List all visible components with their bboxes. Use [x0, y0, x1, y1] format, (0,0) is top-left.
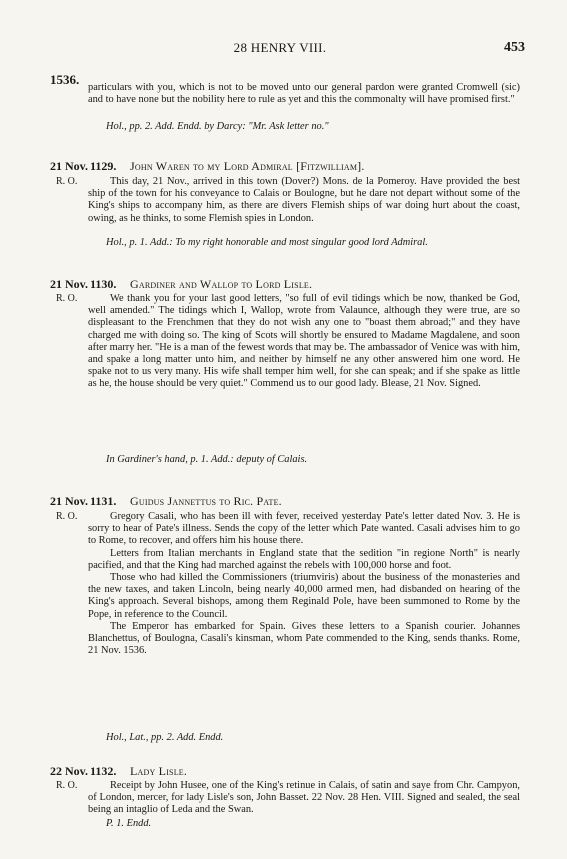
- entry-source: R. O.: [56, 511, 78, 522]
- entry-body-1131: [88, 511, 520, 657]
- entry-date: 21 Nov.: [50, 494, 89, 508]
- entry-heading-1132: [50, 764, 520, 779]
- entry-paragraph: The Emperor has embarked for Spain. Gives these letters to a Spanish courier. Johannes Blanchettus, of Boulogna, Casali's kinsman, whom Pate commended to the King, sends thanks. Rome, 21 Nov. 1536.: [88, 620, 520, 657]
- entry-date: 21 Nov.: [50, 159, 89, 173]
- entry-date: 22 Nov.: [50, 764, 89, 778]
- entry-meta: In Gardiner's hand, p. 1. Add.: deputy of Calais.: [106, 454, 308, 465]
- continuation-text: particulars with you, which is not to be moved unto our general pardon were granted Cromwell (sic) and to have none but the nobility here to rule as yet and this the commonalty will have promised first.": [88, 82, 520, 106]
- entry-paragraph: Those who had killed the Commissioners (triumviris) about the business of the monasteries and the new taxes, and taken Lincoln, being nearly 40,000 armed men, had disbanded on hearing of the King's approach. Several bishops, among them Reginald Pole, have been summoned to Rome by the Pope, in reference to the Council.: [88, 572, 520, 620]
- entry-source: R. O.: [56, 176, 78, 187]
- continuation-paragraph: [88, 82, 520, 106]
- entry-meta: Hol., p. 1. Add.: To my right honorable and most singular good lord Admiral.: [106, 237, 428, 248]
- entry-heading-1130: [50, 277, 520, 292]
- entry-date: 21 Nov.: [50, 277, 89, 291]
- entry-number: 1132.: [90, 764, 117, 778]
- entry-paragraph: Gregory Casali, who has been ill with fever, received yesterday Pate's letter dated Nov. 3. He is sorry to hear of Pate's illness. Sends the copy of the letter which Pate wanted. Casali advises him to go to Rome, to recover, and offers him his house there.: [88, 511, 520, 547]
- entry-heading-1129: [50, 159, 520, 174]
- running-title: 28 HENRY VIII.: [233, 40, 327, 55]
- entry-paragraph: This day, 21 Nov., arrived in this town (Dover?) Mons. de la Pomeroy. Have provided the best ship of the town for his conveyance to Calais or Boulogne, but he dare not depart without some of the King's ships to accompany him, as there are divers Flemish ships of war doing hurt about the coast, owing, as he thinks, to some Flemish spies in London.: [88, 176, 520, 224]
- entry-number: 1130.: [90, 277, 117, 291]
- entry-meta: Hol., Lat., pp. 2. Add. Endd.: [106, 732, 224, 743]
- entry-heading-1131: [50, 494, 520, 509]
- entry-title: Gardiner and Wallop to Lord Lisle.: [130, 277, 313, 291]
- entry-paragraph: We thank you for your last good letters, "so full of evil tidings which be now, thanked be God, well amended." The tidings which I, Wallop, wrote from Valaunce, although they were true, are so displeasant to the Frenchmen that they do not wish any one to "boast them abroad;" and they have charged me with doing so. The king of Scots will shortly be ensured to Madame Magdalene, and soon after marry her. "He is a man of the fewest words that may be. The ambassador of Venice was with him, and spake a long matter unto him, and neither by himself ne any other answered him one word. He spake not to us very many. His wife shall temper him well, for she can speak; and if she spake as little as he, the house should be very quiet." Commend us to our good lady. Blease, 21 Nov. Signed.: [88, 293, 520, 390]
- entry-paragraph: Receipt by John Husee, one of the King's retinue in Calais, of satin and saye from Chr. Campyon, of London, mercer, for lady Lisle's son, John Basset. 22 Nov. 28 Hen. VIII. Signed and sealed, the seal being an intaglio of Leda and the Swan.: [88, 780, 520, 816]
- page-number: 453: [504, 40, 525, 55]
- entry-paragraph: Letters from Italian merchants in England state that the sedition "in regione North" is nearly pacified, and that the King had marched against the rebels with 100,000 horse and foot.: [88, 547, 520, 571]
- running-header: [0, 40, 567, 56]
- entry-number: 1131.: [90, 494, 117, 508]
- entry-title: John Waren to my Lord Admiral [Fitzwilliam].: [130, 159, 365, 173]
- entry-title: Lady Lisle.: [130, 764, 188, 778]
- entry-source: R. O.: [56, 293, 78, 304]
- entry-title: Guidus Jannettus to Ric. Pate.: [130, 494, 282, 508]
- entry-source: R. O.: [56, 780, 78, 791]
- entry-meta: P. 1. Endd.: [106, 818, 152, 829]
- year-marker: 1536.: [50, 72, 80, 87]
- entry-number: 1129.: [90, 159, 117, 173]
- continuation-meta: Hol., pp. 2. Add. Endd. by Darcy: "Mr. Ask letter no.": [106, 121, 329, 132]
